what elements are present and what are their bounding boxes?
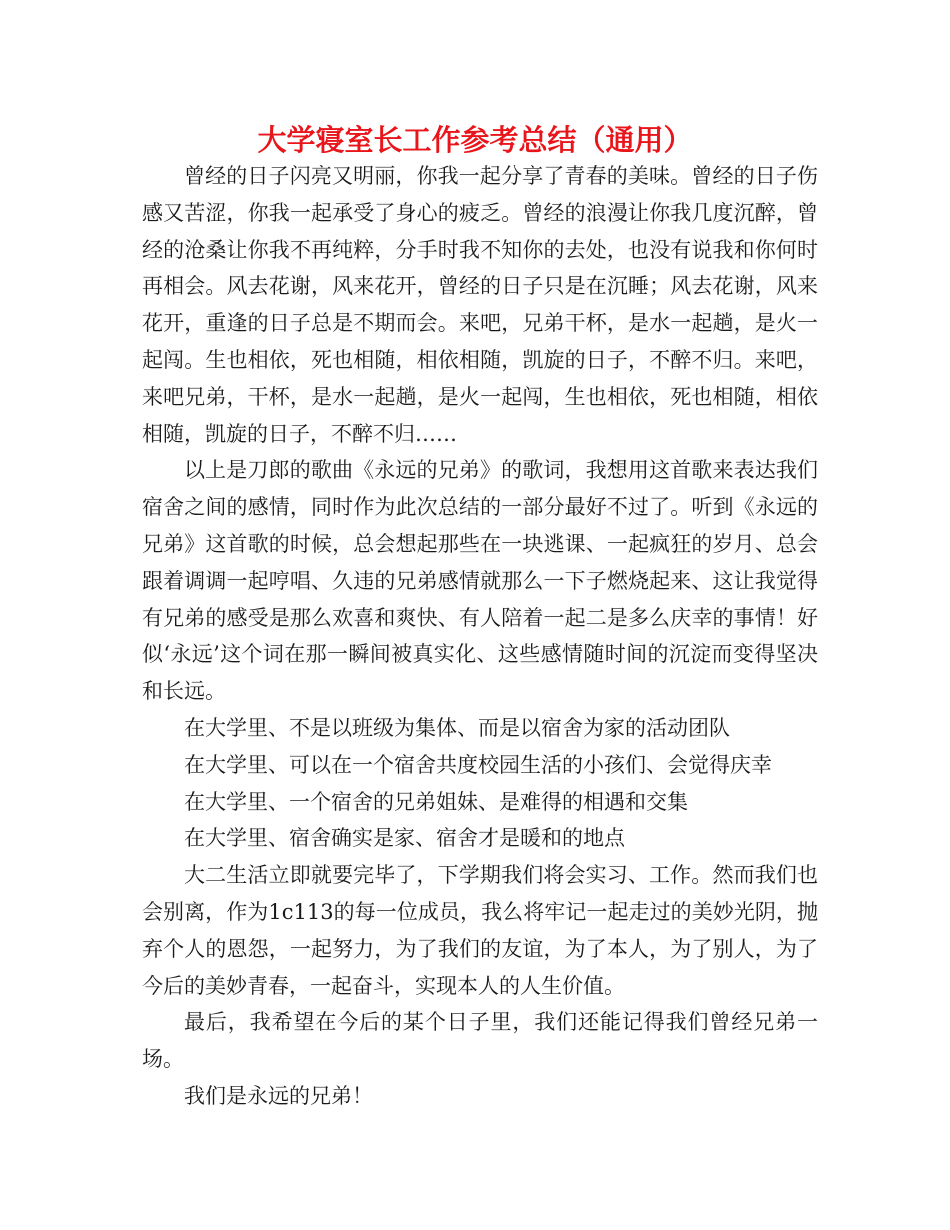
document-body [142,158,818,1115]
paragraph-song-reflection: 以上是刀郎的歌曲《永远的兄弟》的歌词，我想用这首歌来表达我们宿舍之间的感情，同时作为此次总结的一部分最好不过了。听到《永远的兄弟》这首歌的时候，总会想起那些在一块逃课、一起疯狂的岁月、总会跟着调调一起哼唱、久违的兄弟感情就那么一下子燃烧起来、这让我觉得有兄弟的感受是那么欢喜和爽快、有人陪着一起二是多么庆幸的事情！好似‘永远’这个词在那一瞬间被真实化、这些感情随时间的沉淀而变得坚决和长远。 [142,458,818,704]
paragraph-closing-hope: 最后，我希望在今后的某个日子里，我们还能记得我们曾经兄弟一场。 [142,1010,818,1072]
paragraph-dorm-line-2: 在大学里、可以在一个宿舍共度校园生活的小孩们、会觉得庆幸 [184,752,772,777]
paragraph-sophomore-summary: 大二生活立即就要完毕了，下学期我们将会实习、工作。然而我们也会别离，作为1c113的每一位成员，我么将牢记一起走过的美妙光阴，抛弃个人的恩怨，一起努力，为了我们的友谊，为了本人，为了别人，为了今后的美妙青春，一起奋斗，实现本人的人生价值。 [142,863,818,998]
paragraph-dorm-line-3: 在大学里、一个宿舍的兄弟姐妹、是难得的相遇和交集 [184,789,688,814]
paragraph-dorm-line-4: 在大学里、宿舍确实是家、宿舍才是暖和的地点 [184,826,625,851]
paragraph-dorm-line-1: 在大学里、不是以班级为集体、而是以宿舍为家的活动团队 [184,715,730,740]
paragraph-final-line: 我们是永远的兄弟！ [184,1083,373,1108]
paragraph-lyrics: 曾经的日子闪亮又明丽，你我一起分享了青春的美味。曾经的日子伤感又苦涩，你我一起承受了身心的疲乏。曾经的浪漫让你我几度沉醉，曾经的沧桑让你我不再纯粹，分手时我不知你的去处，也没有说我和你何时再相会。风去花谢，风来花开，曾经的日子只是在沉睡；风去花谢，风来花开，重逢的日子总是不期而会。来吧，兄弟干杯，是水一起趟，是火一起闯。生也相依，死也相随，相依相随，凯旋的日子，不醉不归。来吧，来吧兄弟，干杯，是水一起趟，是火一起闯，生也相依，死也相随，相依相随，凯旋的日子，不醉不归…… [142,164,818,446]
document-title: 大学寝室长工作参考总结（通用） [257,123,693,157]
